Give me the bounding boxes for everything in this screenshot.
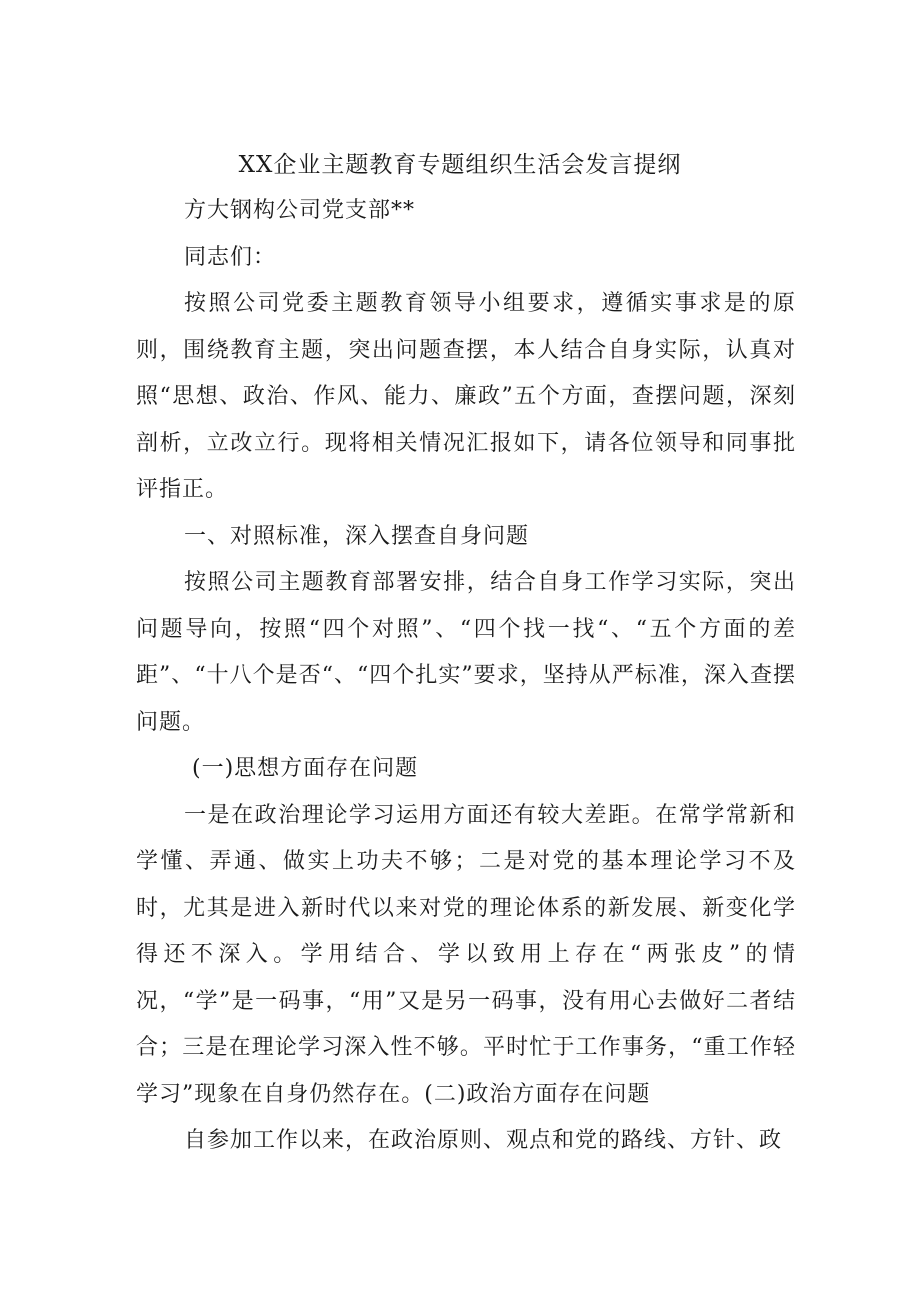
document-body: [136, 188, 796, 1165]
subsection-paragraph-2: 自参加工作以来，在政治原则、观点和党的路线、方针、政: [184, 1128, 783, 1153]
document-title: XX企业主题教育专题组织生活会发言提纲: [238, 152, 682, 178]
intro-paragraph: 按照公司党委主题教育领导小组要求，遵循实事求是的原则，围绕教育主题，突出问题查摆，本人结合自身实际，认真对照“思想、政治、作风、能力、廉政”五个方面，查摆问题，深刻剖析，立改立行。现将相关情况汇报如下，请各位领导和同事批评指正。: [136, 291, 796, 502]
subsection-paragraph: 一是在政治理论学习运用方面还有较大差距。在常学常新和学懂、弄通、做实上功夫不够；二是对党的基本理论学习不及时，尤其是进入新时代以来对党的理论体系的新发展、新变化学得还不深入。学用结合、学以致用上存在“两张皮”的情况，“学”是一码事，“用”又是另一码事，没有用心去做好二者结合；三是在理论学习深入性不够。平时忙于工作事务，“重工作轻学习”现象在自身仍然存在。(二)政治方面存在问题: [136, 802, 796, 1107]
author-line: 方大钢构公司党支部**: [184, 198, 416, 223]
section-heading: 一、对照标准，深入摆查自身问题: [184, 523, 530, 549]
subsection-heading: (一)思想方面存在问题: [192, 756, 419, 781]
section-paragraph: 按照公司主题教育部署安排，结合自身工作学习实际，突出问题导向，按照“四个对照”、“四个找一找“、“五个方面的差距”、“十八个是否“、“四个扎实”要求，坚持从严标准，深入查摆问题。: [136, 570, 796, 735]
greeting: 同志们：: [184, 244, 277, 270]
